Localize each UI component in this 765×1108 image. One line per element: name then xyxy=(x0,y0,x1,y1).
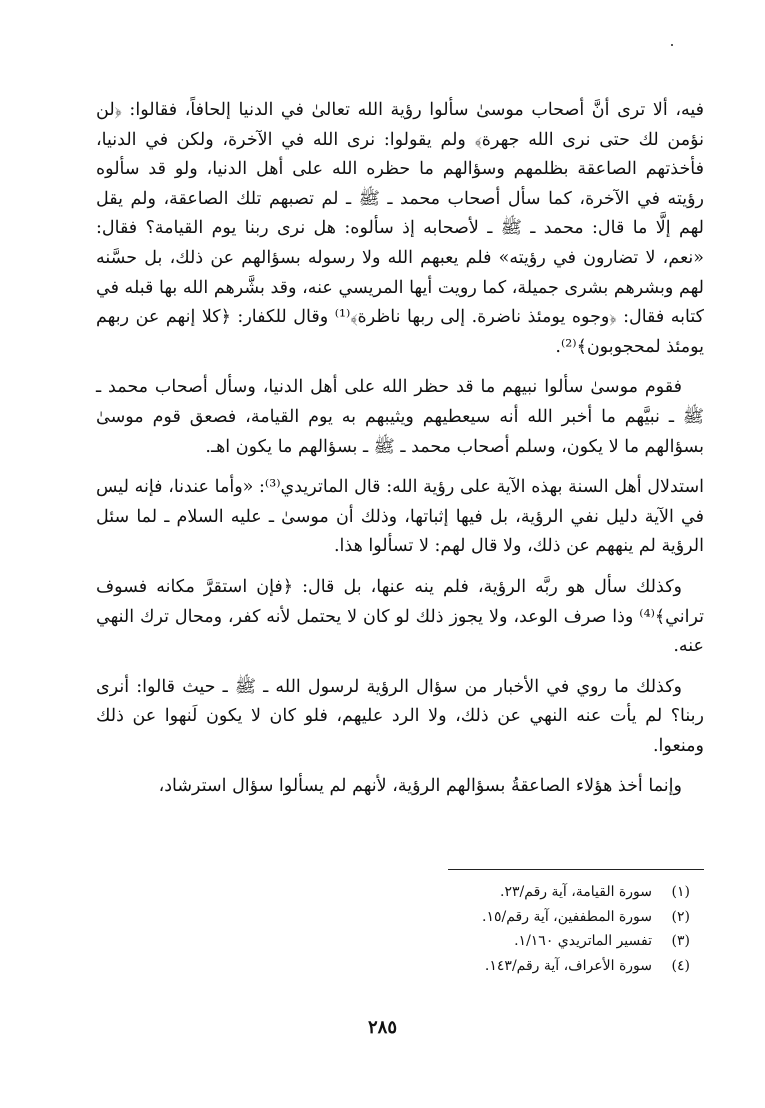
footnote-3 xyxy=(300,929,690,954)
footnote-separator xyxy=(448,869,704,870)
footnote-1 xyxy=(300,880,690,905)
footnote-4 xyxy=(300,954,690,979)
paragraph-1: فيه، ألا ترى أنَّ أصحاب موسىٰ سألوا رؤية الله تعالىٰ في الدنيا إلحافاً، فقالوا: ﴿لن نؤمن لك حتى نرى الله جهرة﴾ ولم يقولوا: نرى الله في الآخرة، ولكن في الدنيا، فأخذتهم الصاعقة بظلمهم وسؤالهم ما حظره الله على أهل الدنيا، ولو قد سألوه رؤيته في الآخرة، كما سأل أصحاب محمد ـ ﷺ ـ لم تصبهم تلك الصاعقة، ولم يقل لهم إلَّا ما قال: محمد ـ ﷺ ـ لأصحابه إذ سألوه: هل نرى ربنا يوم القيامة؟ فقال: «نعم، لا تضارون في رؤيته» فلم يعبهم الله ولا رسوله بسؤالهم عن ذلك، بل حسَّنه لهم وبشرهم بشرى جميلة، كما رويت أيها المريسي عنه، وقد بشَّرهم الله بها قبله في كتابه فقال: ﴿وجوه يومئذ ناضرة. إلى ربها ناظرة﴾⁽¹⁾ وقال للكفار: ﴿كلا إنهم عن ربهم يومئذ لمحجوبون﴾⁽²⁾. xyxy=(96,100,704,357)
footnote-text: سورة الأعراف، آية رقم/١٤٣. xyxy=(484,957,652,974)
footnote-text: سورة المطففين، آية رقم/١٥. xyxy=(482,908,652,925)
paragraph-2: فقوم موسىٰ سألوا نبيهم ما قد حظر الله على أهل الدنيا، وسأل أصحاب محمد ـ ﷺ ـ نبيَّهم ما أخبر الله أنه سيعطيهم ويثيبهم به يوم القيامة، فصعق قوم موسىٰ بسؤالهم ما لا يكون، وسلم أصحاب محمد ـ ﷺ ـ بسؤالهم ما يكون اهـ. xyxy=(96,377,704,457)
footnote-number: (١) xyxy=(671,884,690,900)
paragraph-4: وكذلك سأل هو ربَّه الرؤية، فلم ينه عنها، بل قال: ﴿فإن استقرَّ مكانه فسوف تراني﴾⁽⁴⁾ وذا صرف الوعد، ولا يجوز ذلك لو كان لا يحتمل لأنه كفر، ومحال ترك النهي عنه. xyxy=(96,576,704,657)
footnote-number: (٢) xyxy=(671,908,690,925)
footnote-text: سورة القيامة، آية رقم/٢٣. xyxy=(500,884,652,900)
page-number: ٢٨٥ xyxy=(367,1017,397,1038)
footnote-number: (٣) xyxy=(671,933,690,950)
paragraph-3-heading: استدلال أهل السنة بهذه الآية على رؤية الله: قال الماتريدي⁽³⁾: «وأما عندنا، فإنه ليس في الآية دليل نفي الرؤية، بل فيها إثباتها، وذلك أن موسىٰ ـ عليه السلام ـ لما سئل الرؤية لم ينههم عن ذلك، ولا قال لهم: لا تسألوا هذا. xyxy=(96,477,704,557)
paragraph-6: وإنما أخذ هؤلاء الصاعقةُ بسؤالهم الرؤية، لأنهم لم يسألوا سؤال استرشاد، xyxy=(158,776,682,797)
main-text xyxy=(96,96,704,813)
paragraph-5: وكذلك ما روي في الأخبار من سؤال الرؤية لرسول الله ـ ﷺ ـ حيث قالوا: أنرى ربنا؟ لم يأت عنه النهي عن ذلك، ولا الرد عليهم، فلو كان لا يكون لَنهوا عن ذلك ومنعوا. xyxy=(96,676,704,756)
footnotes xyxy=(300,880,690,978)
footnote-2 xyxy=(300,905,690,930)
scan-dot-mark xyxy=(671,44,673,46)
footnote-number: (٤) xyxy=(671,957,690,974)
footnote-text: تفسير الماتريدي ١/١٦٠. xyxy=(514,933,652,950)
